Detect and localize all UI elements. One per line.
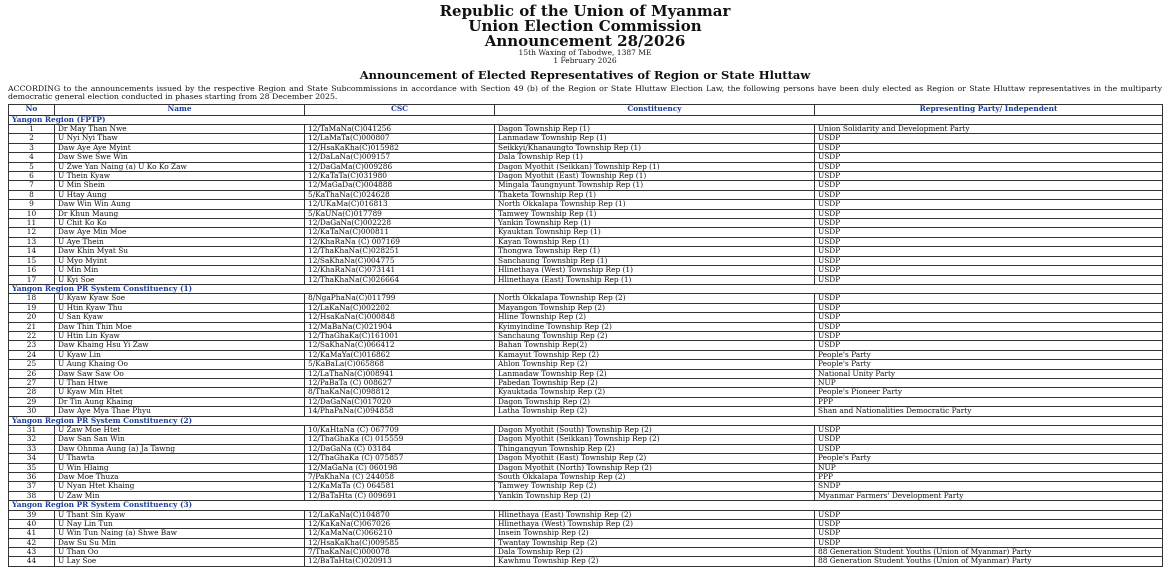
cell-party: USDP (815, 275, 1163, 284)
cell-name: U Zaw Min (55, 491, 305, 500)
cell-name: U Lay Soe (55, 557, 305, 566)
cell-no: 23 (9, 341, 55, 350)
cell-constituency: Mingala Taungnyunt Township Rep (1) (495, 181, 815, 190)
table-row (9, 426, 1163, 435)
cell-party: USDP (815, 294, 1163, 303)
cell-csc: 12/UKaMa(C)016813 (305, 200, 495, 209)
intro-paragraph: ACCORDING to the announcements issued by the respective Region and State Subcommissions in accordance with Section 49 (b) of the Region or State Hluttaw Election Law, the following persons have been duly elected as Region or State Hluttaw representatives in the multiparty democratic general election conducted in phases starting from 28 December 2025. (8, 84, 1162, 102)
cell-csc: 12/PaBaTa (C) 008627 (305, 378, 495, 387)
cell-no: 18 (9, 294, 55, 303)
gregorian-date: 1 February 2026 (553, 56, 617, 65)
cell-no: 16 (9, 266, 55, 275)
cell-csc: 12/MaBaNa(C)021904 (305, 322, 495, 331)
cell-party: USDP (815, 143, 1163, 152)
cell-no: 6 (9, 172, 55, 181)
cell-no: 13 (9, 237, 55, 246)
cell-no: 25 (9, 360, 55, 369)
table-row (9, 388, 1163, 397)
cell-name: Daw Thin Thin Moe (55, 322, 305, 331)
cell-constituency: Insein Township Rep (2) (495, 529, 815, 538)
cell-no: 5 (9, 162, 55, 171)
cell-party: 88 Generation Student Youths (Union of Myanmar) Party (815, 548, 1163, 557)
cell-no: 36 (9, 473, 55, 482)
announcement-subtitle: Announcement of Elected Representatives of Region or State Hluttaw (359, 68, 811, 82)
cell-no: 17 (9, 275, 55, 284)
table-row (9, 529, 1163, 538)
cell-constituency: Ahlon Township Rep (2) (495, 360, 815, 369)
cell-constituency: Dala Township Rep (1) (495, 153, 815, 162)
cell-no: 4 (9, 153, 55, 162)
table-row (9, 294, 1163, 303)
table-row (9, 200, 1163, 209)
cell-no: 15 (9, 256, 55, 265)
table-row (9, 378, 1163, 387)
cell-csc: 5/KaUNa(C)017789 (305, 209, 495, 218)
cell-name: U Htin Lin Kyaw (55, 331, 305, 340)
cell-no: 29 (9, 397, 55, 406)
cell-constituency: Seikkyi/Khanaungto Township Rep (1) (495, 143, 815, 152)
cell-party: USDP (815, 228, 1163, 237)
cell-constituency: Sanchaung Township Rep (1) (495, 256, 815, 265)
cell-party: People's Party (815, 454, 1163, 463)
cell-name: Daw Aye Min Moe (55, 228, 305, 237)
cell-no: 1 (9, 125, 55, 134)
cell-no: 33 (9, 444, 55, 453)
cell-no: 37 (9, 482, 55, 491)
table-row (9, 219, 1163, 228)
cell-name: U Kyaw Kyaw Soe (55, 294, 305, 303)
cell-name: Daw Swe Swe Win (55, 153, 305, 162)
cell-constituency: Tamwey Township Rep (2) (495, 482, 815, 491)
table-row (9, 454, 1163, 463)
cell-name: U Htin Kyaw Thu (55, 303, 305, 312)
cell-name: U Aye Thein (55, 237, 305, 246)
cell-name: Dr Tin Aung Khaing (55, 397, 305, 406)
cell-party: USDP (815, 444, 1163, 453)
cell-constituency: Sanchaung Township Rep (2) (495, 331, 815, 340)
cell-name: U Kyaw Lin (55, 350, 305, 359)
cell-csc: 12/MaGaNa (C) 060198 (305, 463, 495, 472)
cell-csc: 12/HsaKaNa(C)000848 (305, 313, 495, 322)
cell-party: USDP (815, 331, 1163, 340)
table-row (9, 143, 1163, 152)
cell-constituency: Hlinethaya (East) Township Rep (1) (495, 275, 815, 284)
cell-no: 31 (9, 426, 55, 435)
cell-constituency: Thaketa Township Rep (1) (495, 190, 815, 199)
cell-no: 14 (9, 247, 55, 256)
cell-no: 28 (9, 388, 55, 397)
table-row (9, 473, 1163, 482)
column-header-party: Representing Party/ Independent (815, 104, 1163, 115)
cell-party: USDP (815, 313, 1163, 322)
cell-name: U Kyaw Min Htet (55, 388, 305, 397)
cell-party: USDP (815, 510, 1163, 519)
table-row (9, 341, 1163, 350)
cell-csc: 12/HsaKaKha(C)009585 (305, 538, 495, 547)
commission-title: Union Election Commission (468, 17, 702, 35)
section-title: Yangon Region PR System Constituency (3) (9, 501, 1163, 510)
cell-constituency: Twantay Township Rep (2) (495, 538, 815, 547)
cell-party: USDP (815, 303, 1163, 312)
cell-party: USDP (815, 190, 1163, 199)
cell-name: U Myo Myint (55, 256, 305, 265)
announcement-header (8, 4, 1162, 65)
cell-csc: 12/KaMaYa(C)016862 (305, 350, 495, 359)
cell-constituency: Thingangyun Township Rep (2) (495, 444, 815, 453)
cell-party: USDP (815, 322, 1163, 331)
cell-no: 35 (9, 463, 55, 472)
cell-party: Myanmar Farmers' Development Party (815, 491, 1163, 500)
section-title: Yangon Region (FPTP) (9, 115, 1163, 124)
cell-csc: 12/DaGaNa (C) 03184 (305, 444, 495, 453)
cell-constituency: Lanmadaw Township Rep (1) (495, 134, 815, 143)
cell-constituency: Hlinethaya (West) Township Rep (1) (495, 266, 815, 275)
cell-party: National Unity Party (815, 369, 1163, 378)
table-row (9, 350, 1163, 359)
table-row (9, 331, 1163, 340)
cell-name: Daw Khin Myat Su (55, 247, 305, 256)
cell-csc: 14/PhaPaNa(C)094858 (305, 407, 495, 416)
myanmar-date: 15th Waxing of Tabodwe, 1387 ME (518, 48, 652, 57)
cell-name: Daw Aye Aye Myint (55, 143, 305, 152)
cell-name: U Win Hlaing (55, 463, 305, 472)
table-row (9, 482, 1163, 491)
table-row (9, 360, 1163, 369)
cell-csc: 12/DaGaMa(C)009286 (305, 162, 495, 171)
table-row (9, 538, 1163, 547)
cell-party: USDP (815, 266, 1163, 275)
cell-no: 24 (9, 350, 55, 359)
cell-no: 34 (9, 454, 55, 463)
cell-no: 22 (9, 331, 55, 340)
cell-csc: 12/ThaGhaKa (C) 075857 (305, 454, 495, 463)
cell-party: Shan and Nationalities Democratic Party (815, 407, 1163, 416)
cell-no: 32 (9, 435, 55, 444)
cell-name: U Min Min (55, 266, 305, 275)
table-row (9, 181, 1163, 190)
cell-party: USDP (815, 435, 1163, 444)
cell-no: 19 (9, 303, 55, 312)
cell-no: 40 (9, 520, 55, 529)
cell-name: U Nyan Htet Khaing (55, 482, 305, 491)
cell-name: U Aung Khaing Oo (55, 360, 305, 369)
cell-constituency: Pabedan Township Rep (2) (495, 378, 815, 387)
cell-csc: 12/SaKhaNa(C)004775 (305, 256, 495, 265)
cell-csc: 10/KaHtaNa (C) 067709 (305, 426, 495, 435)
cell-constituency: Latha Township Rep (2) (495, 407, 815, 416)
table-row (9, 435, 1163, 444)
cell-name: Dr May Than Nwe (55, 125, 305, 134)
cell-constituency: Hlinethaya (East) Township Rep (2) (495, 510, 815, 519)
cell-constituency: Dagon Myothit (North) Township Rep (2) (495, 463, 815, 472)
cell-constituency: North Okkalapa Township Rep (2) (495, 294, 815, 303)
cell-csc: 7/PaKhaNa (C) 244058 (305, 473, 495, 482)
announcement-number: Announcement 28/2026 (484, 32, 686, 50)
cell-no: 7 (9, 181, 55, 190)
cell-constituency: South Okkalapa Township Rep (2) (495, 473, 815, 482)
cell-name: Daw Su Su Min (55, 538, 305, 547)
cell-csc: 8/NgaPhaNa(C)011799 (305, 294, 495, 303)
cell-no: 27 (9, 378, 55, 387)
table-row (9, 491, 1163, 500)
cell-constituency: Dagon Myothit (East) Township Rep (1) (495, 172, 815, 181)
cell-constituency: Dagon Myothit (East) Township Rep (2) (495, 454, 815, 463)
cell-name: Daw Khaing Hsu Yi Zaw (55, 341, 305, 350)
cell-name: U Thant Sin Kyaw (55, 510, 305, 519)
cell-csc: 12/BaTaHta(C)020913 (305, 557, 495, 566)
cell-constituency: North Okkalapa Township Rep (1) (495, 200, 815, 209)
section-header-row (9, 284, 1163, 293)
table-row (9, 322, 1163, 331)
cell-csc: 12/KaKaNa(C)067026 (305, 520, 495, 529)
table-row (9, 397, 1163, 406)
cell-csc: 8/ThaKaNa(C)098812 (305, 388, 495, 397)
cell-no: 3 (9, 143, 55, 152)
cell-constituency: Dagon Township Rep (1) (495, 125, 815, 134)
cell-no: 39 (9, 510, 55, 519)
cell-constituency: Dagon Myothit (Seikkan) Township Rep (1) (495, 162, 815, 171)
table-row (9, 463, 1163, 472)
section-header-row (9, 416, 1163, 425)
cell-csc: 12/LaThaNa(C)008941 (305, 369, 495, 378)
section-header-row (9, 115, 1163, 124)
cell-no: 20 (9, 313, 55, 322)
cell-name: U Thein Kyaw (55, 172, 305, 181)
cell-no: 12 (9, 228, 55, 237)
cell-party: USDP (815, 219, 1163, 228)
cell-csc: 12/KaTaTa(C)031980 (305, 172, 495, 181)
cell-csc: 5/KaBaLa(C)065868 (305, 360, 495, 369)
cell-name: U Chit Ko Ko (55, 219, 305, 228)
cell-name: Daw Moe Thuza (55, 473, 305, 482)
table-row (9, 557, 1163, 566)
cell-no: 42 (9, 538, 55, 547)
table-row (9, 237, 1163, 246)
cell-csc: 12/MaGaDa(C)004888 (305, 181, 495, 190)
cell-constituency: Mayangon Township Rep (2) (495, 303, 815, 312)
cell-constituency: Dala Township Rep (2) (495, 548, 815, 557)
cell-name: U Zaw Moe Htet (55, 426, 305, 435)
cell-csc: 12/LaMaTa(C)000807 (305, 134, 495, 143)
cell-constituency: Hlinethaya (West) Township Rep (2) (495, 520, 815, 529)
cell-csc: 12/DaGaNa(C)017020 (305, 397, 495, 406)
cell-no: 2 (9, 134, 55, 143)
table-row (9, 275, 1163, 284)
cell-party: People's Party (815, 350, 1163, 359)
cell-party: USDP (815, 162, 1163, 171)
cell-csc: 12/SaKhaNa(C)066412 (305, 341, 495, 350)
cell-party: People's Party (815, 360, 1163, 369)
cell-party: PPP (815, 397, 1163, 406)
cell-party: NUP (815, 463, 1163, 472)
cell-name: U San Kyaw (55, 313, 305, 322)
cell-csc: 12/KhaRaNa (C) 007169 (305, 237, 495, 246)
cell-constituency: Bahan Township Rep(2) (495, 341, 815, 350)
cell-csc: 12/ThaGhaKa (C) 015559 (305, 435, 495, 444)
cell-party: USDP (815, 200, 1163, 209)
cell-party: USDP (815, 529, 1163, 538)
cell-constituency: Dagon Township Rep (2) (495, 397, 815, 406)
table-header-row (9, 104, 1163, 115)
table-row (9, 407, 1163, 416)
table-row (9, 369, 1163, 378)
cell-name: U Thawta (55, 454, 305, 463)
cell-party: PPP (815, 473, 1163, 482)
cell-name: U Nay Lin Tun (55, 520, 305, 529)
country-title: Republic of the Union of Myanmar (439, 2, 731, 20)
table-row (9, 209, 1163, 218)
table-row (9, 548, 1163, 557)
table-row (9, 134, 1163, 143)
cell-party: USDP (815, 426, 1163, 435)
cell-constituency: Kyimyindine Township Rep (2) (495, 322, 815, 331)
elected-representatives-table (8, 104, 1163, 567)
cell-constituency: Kyauktan Township Rep (1) (495, 228, 815, 237)
cell-name: Daw Saw Saw Oo (55, 369, 305, 378)
cell-no: 30 (9, 407, 55, 416)
cell-csc: 5/KaThaNa(C)024628 (305, 190, 495, 199)
cell-csc: 12/DaGaNa(C)002228 (305, 219, 495, 228)
section-title: Yangon Region PR System Constituency (1) (9, 284, 1163, 293)
table-row (9, 256, 1163, 265)
cell-constituency: Kawhmu Township Rep (2) (495, 557, 815, 566)
cell-csc: 12/TaMaNa(C)041256 (305, 125, 495, 134)
cell-csc: 12/KaMaNa(C)066210 (305, 529, 495, 538)
table-row (9, 190, 1163, 199)
cell-party: USDP (815, 237, 1163, 246)
cell-no: 9 (9, 200, 55, 209)
cell-no: 44 (9, 557, 55, 566)
column-header-no: No (9, 104, 55, 115)
cell-no: 26 (9, 369, 55, 378)
cell-constituency: Hline Township Rep (2) (495, 313, 815, 322)
cell-party: SNDP (815, 482, 1163, 491)
cell-name: U Zwe Yan Naing (a) U Ko Ko Zaw (55, 162, 305, 171)
cell-no: 38 (9, 491, 55, 500)
cell-no: 11 (9, 219, 55, 228)
cell-constituency: Tamwey Township Rep (1) (495, 209, 815, 218)
cell-constituency: Lanmadaw Township Rep (2) (495, 369, 815, 378)
cell-party: Union Solidarity and Development Party (815, 125, 1163, 134)
cell-constituency: Kyauktada Township Rep (2) (495, 388, 815, 397)
cell-csc: 12/BaTaHta (C) 009691 (305, 491, 495, 500)
table-row (9, 172, 1163, 181)
cell-csc: 12/ThaGhaKa(C)161001 (305, 331, 495, 340)
table-row (9, 266, 1163, 275)
cell-constituency: Thongwa Township Rep (1) (495, 247, 815, 256)
table-row (9, 228, 1163, 237)
column-header-name: Name (55, 104, 305, 115)
cell-csc: 12/HsaKaKha(C)015982 (305, 143, 495, 152)
cell-csc: 12/LaKaNa(C)104870 (305, 510, 495, 519)
cell-constituency: Dagon Myothit (South) Township Rep (2) (495, 426, 815, 435)
cell-csc: 12/LaKaNa(C)002202 (305, 303, 495, 312)
table-row (9, 303, 1163, 312)
cell-party: USDP (815, 134, 1163, 143)
cell-name: U Htay Aung (55, 190, 305, 199)
section-header-row (9, 501, 1163, 510)
cell-constituency: Yankin Township Rep (1) (495, 219, 815, 228)
cell-constituency: Kayan Township Rep (1) (495, 237, 815, 246)
table-row (9, 313, 1163, 322)
cell-party: People's Pioneer Party (815, 388, 1163, 397)
cell-csc: 12/KhaRaNa(C)073141 (305, 266, 495, 275)
table-body (9, 115, 1163, 566)
cell-party: USDP (815, 153, 1163, 162)
cell-name: U Nyi Nyi Thaw (55, 134, 305, 143)
table-row (9, 247, 1163, 256)
table-row (9, 153, 1163, 162)
column-header-csc: CSC (305, 104, 495, 115)
cell-no: 43 (9, 548, 55, 557)
table-row (9, 125, 1163, 134)
cell-csc: 12/ThaKhaNa(C)028251 (305, 247, 495, 256)
cell-party: USDP (815, 520, 1163, 529)
cell-name: Daw Aye Mya Thae Phyu (55, 407, 305, 416)
table-row (9, 510, 1163, 519)
cell-name: U Than Htwe (55, 378, 305, 387)
cell-no: 41 (9, 529, 55, 538)
table-row (9, 444, 1163, 453)
cell-party: NUP (815, 378, 1163, 387)
section-title: Yangon Region PR System Constituency (2) (9, 416, 1163, 425)
cell-csc: 7/ThaKaNa(C)000078 (305, 548, 495, 557)
cell-party: 88 Generation Student Youths (Union of Myanmar) Party (815, 557, 1163, 566)
cell-no: 21 (9, 322, 55, 331)
cell-name: Daw Ohnma Aung (a) Ja Tawng (55, 444, 305, 453)
cell-csc: 12/ThaKhaNa(C)026664 (305, 275, 495, 284)
cell-party: USDP (815, 256, 1163, 265)
cell-party: USDP (815, 181, 1163, 190)
cell-name: U Kyi Soe (55, 275, 305, 284)
cell-csc: 12/KaMaTa (C) 064581 (305, 482, 495, 491)
cell-constituency: Yankin Township Rep (2) (495, 491, 815, 500)
cell-party: USDP (815, 341, 1163, 350)
cell-constituency: Kamayut Township Rep (2) (495, 350, 815, 359)
cell-constituency: Dagon Myothit (Seikkan) Township Rep (2) (495, 435, 815, 444)
cell-no: 8 (9, 190, 55, 199)
cell-name: U Win Tun Naing (a) Shwe Baw (55, 529, 305, 538)
cell-name: Daw San San Win (55, 435, 305, 444)
cell-name: Daw Win Win Aung (55, 200, 305, 209)
table-row (9, 520, 1163, 529)
cell-no: 10 (9, 209, 55, 218)
cell-name: U Min Shein (55, 181, 305, 190)
column-header-constituency: Constituency (495, 104, 815, 115)
cell-csc: 12/DaLaNa(C)009157 (305, 153, 495, 162)
cell-name: U Than Oo (55, 548, 305, 557)
cell-party: USDP (815, 209, 1163, 218)
cell-party: USDP (815, 172, 1163, 181)
cell-csc: 12/KaTaNa(C)000811 (305, 228, 495, 237)
cell-name: Dr Khun Maung (55, 209, 305, 218)
table-row (9, 162, 1163, 171)
cell-party: USDP (815, 247, 1163, 256)
cell-party: USDP (815, 538, 1163, 547)
